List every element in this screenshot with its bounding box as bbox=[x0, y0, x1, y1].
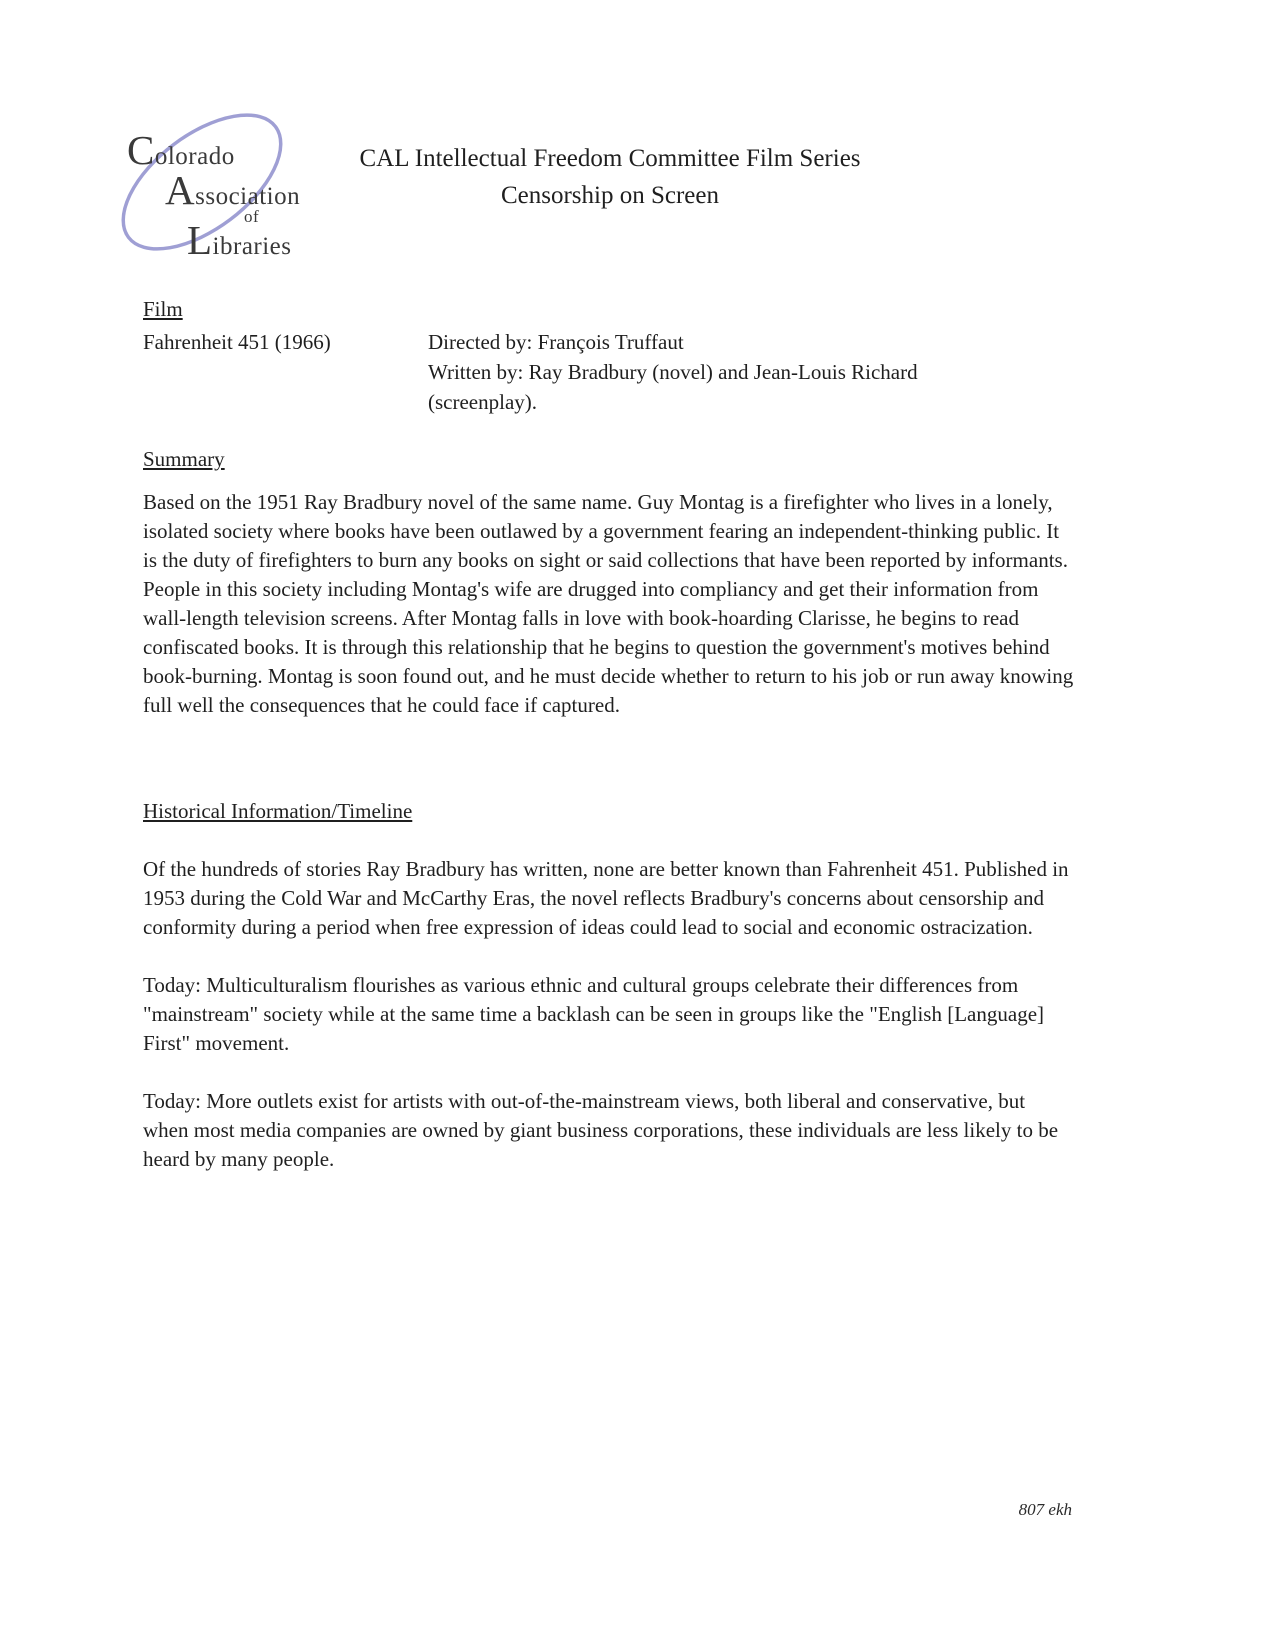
logo-word-rest: olorado bbox=[154, 143, 235, 170]
historical-paragraph: Today: More outlets exist for artists with out-of-the-mainstream views, both liberal and conservative, but when most media companies are owned by giant business corporations, these individuals are less likely to be heard by many people. bbox=[143, 1089, 1059, 1171]
logo-initial: A bbox=[165, 167, 196, 213]
logo-word-of: of bbox=[244, 207, 260, 226]
summary-body: Based on the 1951 Ray Bradbury novel of the same name. Guy Montag is a firefighter who lives in a lonely, isolated society where books have been outlawed by a government fearing an independent-thinking public. It is the duty of firefighters to burn any books on sight or said collections that have been reported by informants. People in this society including Montag's wife are drugged into compliancy and get their information from wall-length television screens. After Montag falls in love with book-hoarding Clarisse, he begins to read confiscated books. It is through this relationship that he begins to question the government's motives behind book-burning. Montag is soon found out, and he must decide whether to return to his job or run away knowing full well the consequences that he could face if captured. bbox=[143, 490, 1074, 717]
logo-word-association bbox=[165, 167, 301, 213]
cal-logo bbox=[113, 108, 323, 263]
page-subtitle: Censorship on Screen bbox=[500, 182, 720, 209]
logo-initial: C bbox=[127, 127, 155, 173]
film-written-by: Written by: Ray Bradbury (novel) and Jean-Louis Richard (screenplay). bbox=[428, 360, 918, 414]
logo-initial: L bbox=[187, 217, 213, 263]
film-details-row bbox=[143, 327, 1075, 417]
summary-section bbox=[143, 444, 1075, 720]
logo-word-rest: ibraries bbox=[212, 233, 292, 260]
footer-note: 807 ekh bbox=[1018, 1500, 1072, 1519]
film-title: Fahrenheit 451 (1966) bbox=[143, 330, 331, 354]
summary-heading: Summary bbox=[143, 447, 225, 471]
historical-paragraph: Today: Multiculturalism flourishes as various ethnic and cultural groups celebrate their differences from "mainstream" society while at the same time a backlash can be seen in groups like the "English [Language] First" movement. bbox=[143, 973, 1045, 1055]
page-title: CAL Intellectual Freedom Committee Film Series bbox=[359, 145, 861, 172]
header bbox=[300, 140, 920, 214]
film-heading: Film bbox=[143, 297, 183, 321]
historical-section bbox=[143, 796, 1075, 1174]
logo-word-rest: ssociation bbox=[195, 183, 301, 210]
logo-word-libraries bbox=[187, 217, 292, 263]
film-section bbox=[143, 294, 1075, 417]
film-directed-by: Directed by: François Truffaut bbox=[428, 330, 684, 354]
film-credits bbox=[428, 327, 1028, 417]
logo-word-colorado bbox=[127, 127, 235, 173]
historical-heading: Historical Information/Timeline bbox=[143, 799, 413, 823]
historical-paragraph: Of the hundreds of stories Ray Bradbury has written, none are better known than Fahrenheit 451. Published in 1953 during the Cold War and McCarthy Eras, the novel reflects Bradbury's concerns about censorship and conformity during a period when free expression of ideas could lead to social and economic ostracization. bbox=[143, 857, 1069, 939]
